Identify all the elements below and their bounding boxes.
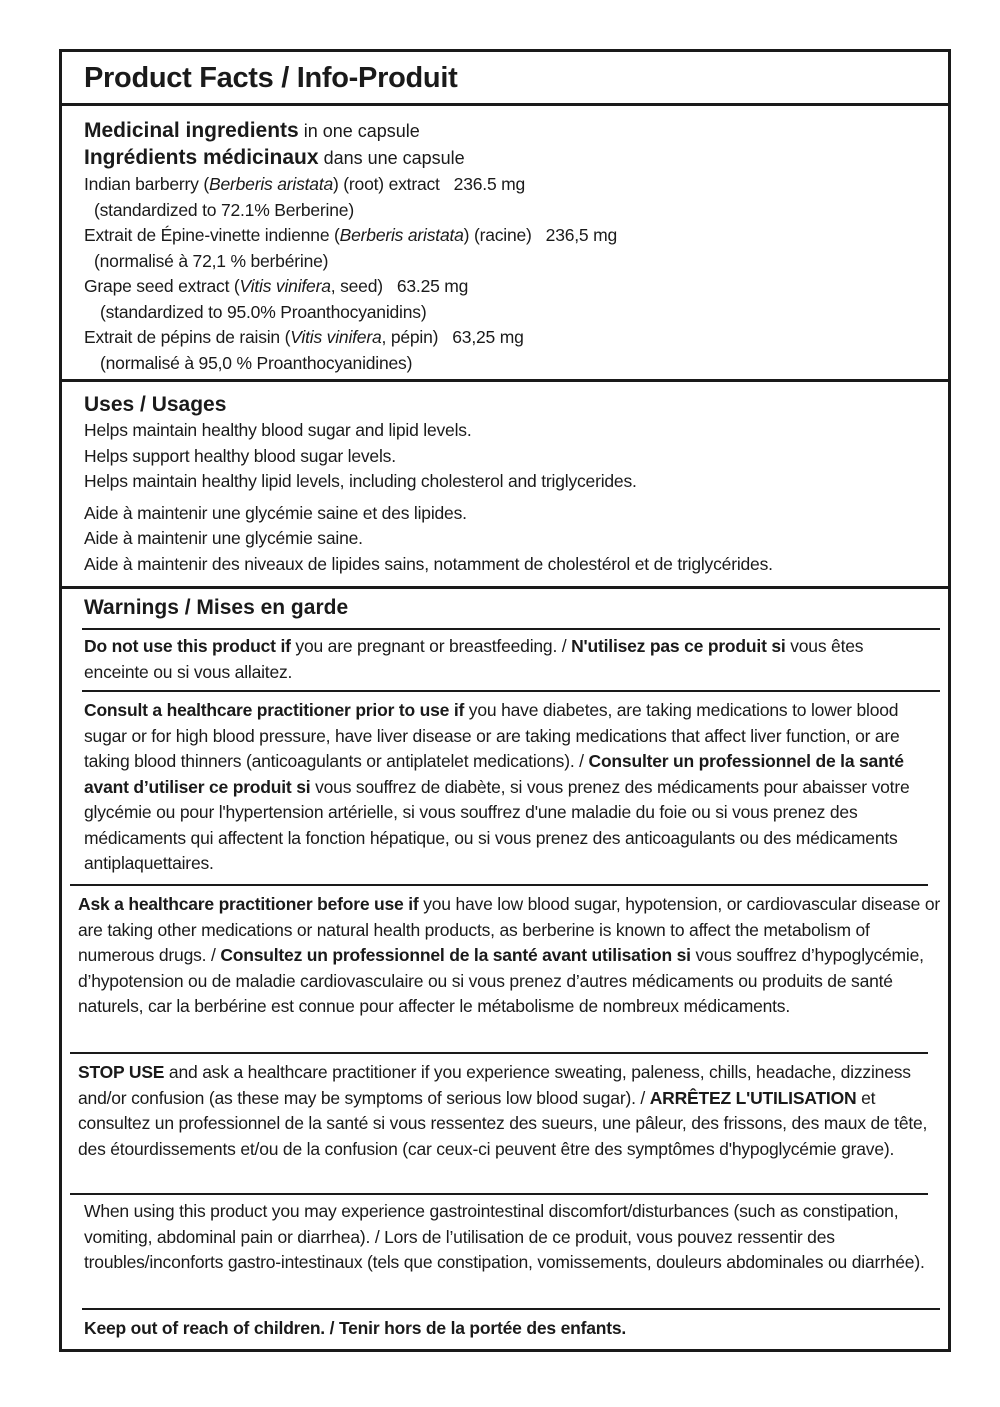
ingredient-line: Grape seed extract (Vitis vinifera, seed) 63.25 mg — [84, 276, 469, 296]
title-divider — [62, 103, 948, 106]
uses-heading: Uses / Usages — [84, 393, 227, 416]
medicinal-heading-en: Medicinal ingredients in one capsule — [84, 119, 420, 142]
warning-pregnancy: Do not use this product if you are pregnant or breastfeeding. / N'utilisez pas ce produit si vous êtes enceinte ou si vous allaitez. — [84, 636, 864, 682]
ingredient-note: (standardized to 72.1% Berberine) — [94, 199, 354, 220]
panel-title: Product Facts / Info-Produit — [84, 62, 458, 94]
warning-divider — [70, 884, 928, 886]
ingredient-note: (normalisé à 95,0 % Proanthocyanidines) — [100, 352, 413, 373]
warnings-divider — [82, 628, 940, 630]
ingredient-line: Extrait de Épine-vinette indienne (Berberis aristata) (racine) 236,5 mg — [84, 225, 618, 245]
warning-ask-practitioner: Ask a healthcare practitioner before use if you have low blood sugar, hypotension, or cardiovascular disease or are taking other medications or natural health products, as berberine is known to affect the metabolism of numerous drugs. / Consultez un professionnel de la santé avant utilisation si vous souffrez d’hypoglycémie, d’hypotension ou de maladie cardiovasculaire ou si vous prenez d’autres médicaments ou produits de santé naturels, car la berbérine est connue pour affecter le métabolisme de nombreux médicaments. — [78, 894, 940, 1016]
use-line-en: Helps support healthy blood sugar levels. — [84, 445, 396, 466]
product-facts-panel — [59, 49, 951, 1352]
uses-section — [84, 392, 924, 577]
medicinal-ingredients-section — [84, 118, 924, 376]
ingredient-line: Extrait de pépins de raisin (Vitis vinifera, pépin) 63,25 mg — [84, 327, 524, 347]
use-line-en: Helps maintain healthy lipid levels, including cholesterol and triglycerides. — [84, 471, 637, 491]
medicinal-heading-fr: Ingrédients médicinaux dans une capsule — [84, 146, 465, 169]
medicinal-divider — [62, 379, 948, 382]
warning-divider — [82, 1308, 940, 1310]
use-line-fr: Aide à maintenir des niveaux de lipides sains, notamment de cholestérol et de triglycérides. — [84, 553, 773, 574]
warning-divider — [82, 690, 940, 692]
ingredient-line: Indian barberry (Berberis aristata) (root) extract 236.5 mg — [84, 174, 526, 194]
ingredient-note: (normalisé à 72,1 % berbérine) — [94, 250, 329, 271]
warnings-heading: Warnings / Mises en garde — [84, 596, 349, 619]
use-line-fr: Aide à maintenir une glycémie saine. — [84, 528, 363, 548]
warning-children: Keep out of reach of children. / Tenir hors de la portée des enfants. — [84, 1318, 627, 1338]
use-line-fr: Aide à maintenir une glycémie saine et des lipides. — [84, 502, 467, 523]
warning-consult: Consult a healthcare practitioner prior to use if you have diabetes, are taking medications to lower blood sugar or for high blood pressure, have liver disease or are taking medications that affect liver function, or are taking blood thinners (anticoagulants or antiplatelet medications). / Consulter un professionnel de la santé avant d’utiliser ce produit si vous souffrez de diabète, si vous prenez des médicaments pour abaisser votre glycémie ou pour l'hypertension artérielle, si vous souffrez d'une maladie du foie ou si vous prenez des médicaments qui affectent la fonction hépatique, ou si vous prenez des anticoagulants ou des médicaments antiplaquettaires. — [84, 700, 910, 873]
ingredient-note: (standardized to 95.0% Proanthocyanidins) — [100, 301, 427, 322]
use-line-en: Helps maintain healthy blood sugar and lipid levels. — [84, 420, 472, 440]
warning-gastro: When using this product you may experience gastrointestinal discomfort/disturbances (such as constipation, vomiting, abdominal pain or diarrhea). / Lors de l’utilisation de ce produit, vous pouvez ressentir des troubles/inconforts gastro-intestinaux (tels que constipation, vomissements, douleurs abdominales ou diarrhée). — [84, 1201, 925, 1272]
uses-divider — [62, 586, 948, 589]
warning-divider — [70, 1193, 928, 1195]
warning-divider — [70, 1052, 928, 1054]
warning-stop-use: STOP USE and ask a healthcare practitioner if you experience sweating, paleness, chills, headache, dizziness and/or confusion (as these may be symptoms of serious low blood sugar). / ARRÊTEZ L'UTILISATION et consultez un professionnel de la santé si vous ressentez des sueurs, une pâleur, des frissons, des maux de tête, des étourdissements et/ou de la confusion (car ceux-ci peuvent être des symptômes d'hypoglycémie grave). — [78, 1062, 928, 1159]
